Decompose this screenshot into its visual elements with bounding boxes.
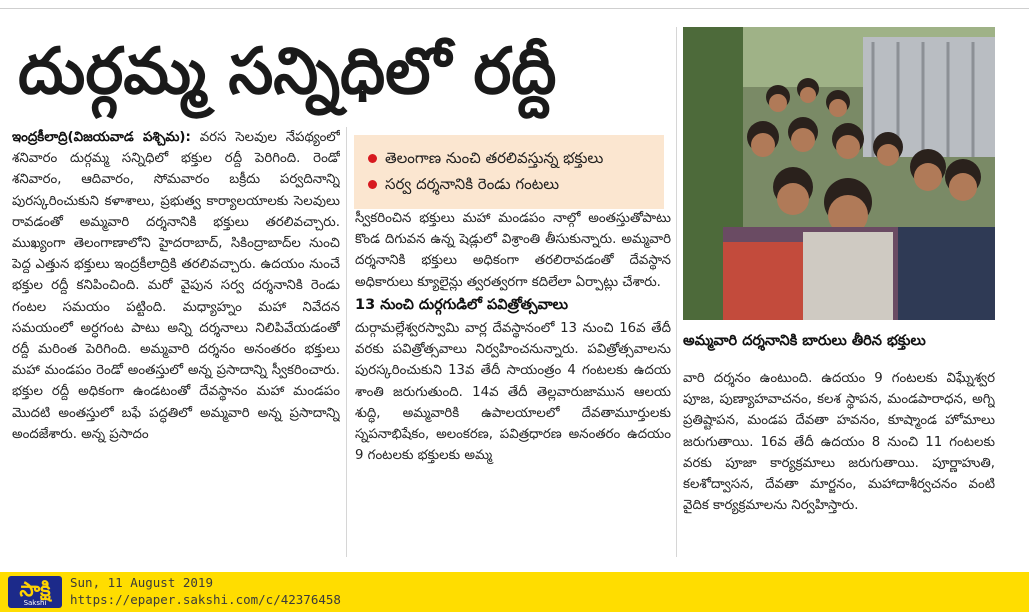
top-rule: [0, 0, 1029, 9]
column-2-text: స్వీకరించిన భక్తులు మహా మండపం నాల్గో అంతస్తుతోపాటు కొండ దిగువన ఉన్న షెడ్లులో విశ్రాంతి తీసుకున్నారు. అమ్మవారి దర్శనానికి భక్తులు అధికంగా తరలిరావడంతో దేవస్థాన అధికారులు క్యూలైన్లు త్వరత్వరగా కదిలేలా ఏర్పాట్లు చేశారు.: [355, 211, 671, 290]
article-column-1: [12, 127, 340, 557]
bullet-icon: [368, 154, 377, 163]
article-column-3: [683, 368, 995, 558]
publication-date: Sun, 11 August 2019: [70, 575, 213, 590]
epaper-url[interactable]: https://epaper.sakshi.com/c/42376458: [70, 592, 341, 607]
highlight-box: [354, 135, 664, 209]
bullet-icon: [368, 180, 377, 189]
column-3-text: వారి దర్శనం ఉంటుంది. ఉదయం 9 గంటలకు విఘ్నేశ్వర పూజ, పుణ్యాహవాచనం, కలశ స్థాపన, మండపారాధన, అగ్ని ప్రతిష్టాపన, మండప దేవతా హవనం, కూష్మాండ హోమాలు జరుగుతాయి. 16వ తేదీ ఉదయం 8 నుంచి 11 గంటలకు వరకు పూజా కార్యక్రమాలు జరుగుతాయి. పూర్ణాహుతి, కలశోద్వాసన, దేవతా మార్జనం, మహాదాశీర్వచనం వంటి వైదిక కార్యక్రమాలను నిర్వహిస్తారు.: [683, 371, 995, 514]
highlight-item: తెలంగాణ నుంచి తరలివస్తున్న భక్తులు: [368, 145, 664, 171]
footer-info: [70, 574, 570, 610]
sakshi-logo-icon[interactable]: సాక్షి Sakshi: [8, 576, 62, 608]
column-divider: [346, 127, 347, 557]
subheading: 13 నుంచి దుర్గగుడిలో పవిత్రోత్సవాలు: [355, 296, 568, 313]
crowd-photo-image: [683, 27, 995, 320]
article-column-2: [355, 208, 671, 558]
column-divider: [676, 27, 677, 557]
dateline: ఇంద్రకీలాద్రి(విజయవాడ పశ్చిమ):: [12, 130, 191, 145]
highlight-item: సర్వ దర్శనానికి రెండు గంటలు: [368, 171, 664, 197]
column-2-text-continued: దుర్గామల్లేశ్వరస్వామి వార్ల దేవస్థానంలో 13 నుంచి 16వ తేదీ వరకు పవిత్రోత్సవాలు నిర్వహించనున్నారు. పవిత్రోత్సవాలను పురస్కరించుకుని 13వ తేదీ సాయంత్రం 4 గంటలకు ఉదయ శాంతి జరుగుతుంది. 14వ తేదీ తెల్లవారుజామున ఆలయ శుద్ధి, అమ్మవారికి ఉపాలయాలలో దేవతామూర్తులకు స్నపనాభిషేకం, అలంకరణ, పవిత్రధారణ అనంతరం ఉదయం 9 గంటలకు భక్తులకు అమ్మ: [355, 321, 671, 464]
photo-caption: అమ్మవారి దర్శనానికి బారులు తీరిన భక్తులు: [683, 333, 926, 349]
headline: దుర్గమ్మ సన్నిధిలో రద్దీ: [18, 35, 557, 109]
column-1-text: వరస సెలవుల నేపథ్యంలో శనివారం దుర్గమ్మ సన్నిధిలో భక్తుల రద్దీ పెరిగింది. రెండో శనివారం, ఆదివారం, సోమవారం బక్రీదు పర్వదినాన్ని పురస్కరించుకుని కళాశాలు, ప్రభుత్వ కార్యాలయాలకు సెలవులు రావడంతో అమ్మవారి దర్శనానికి భక్తులు తరలివచ్చారు. ముఖ్యంగా తెలంగాణాలోని హైదరాబాద్, సికింద్రాబాద్‌ల నుంచి పెద్ద ఎత్తున భక్తులు ఇంద్రకీలాద్రికి తరలివచ్చారు. ఉదయం నుంచే భక్తుల రద్దీ కనిపించింది. మరో వైపున సర్వ దర్శనానికి రెండు గంటల సమయం పట్టింది. మధ్యాహ్నం మహా నివేదన సమయంలో అర్ధగంట పాటు అన్ని దర్శనాలు నిలిపివేయడంతో రద్దీ మరింత పెరిగింది. అమ్మవారి దర్శనం అనంతరం భక్తులు మహా మండపం రెండో అంతస్తులో అన్న ప్రసాదాన్ని స్వీకరించారు. భక్తుల రద్దీ అధికంగా ఉండటంతో దేవస్థానం మహా మండపం మొదటి అంతస్తులో బఫే పద్ధతిలో అమ్మవారి అన్న ప్రసాదాన్ని అందజేశారు. అన్న ప్రసాదం: [12, 130, 340, 442]
